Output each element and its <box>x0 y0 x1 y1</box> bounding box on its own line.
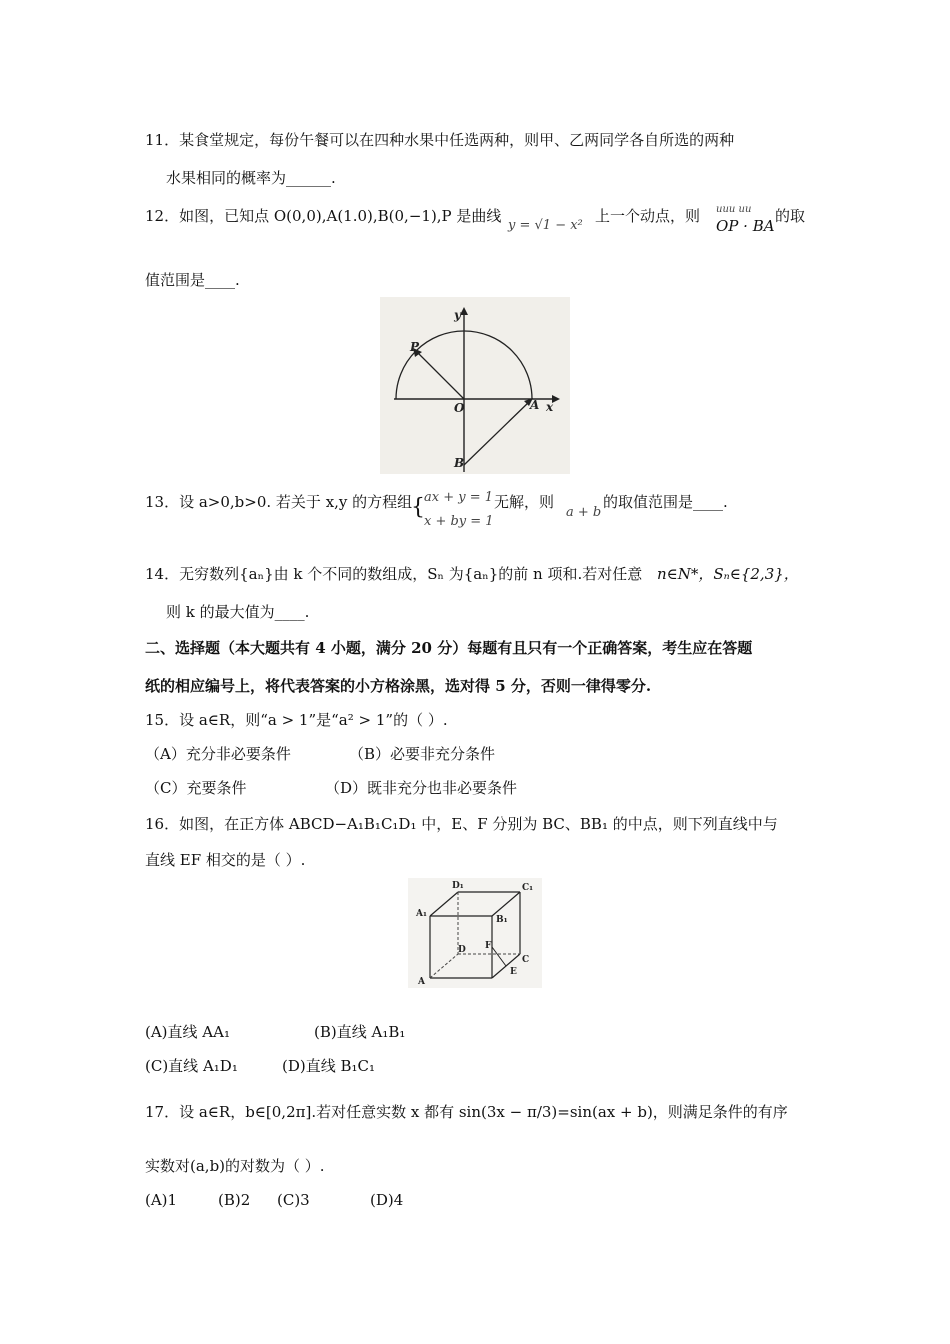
q15-stem: 15．设 a∈R，则“a > 1”是“a² > 1”的（ ）. <box>145 711 448 729</box>
label-a: A <box>418 977 425 987</box>
q13-tail: 的取值范围是____. <box>603 493 728 511</box>
q17-line2: 实数对(a,b)的对数为（ ）. <box>145 1157 325 1175</box>
q15-option-a: （A）充分非必要条件 <box>145 745 291 763</box>
q16-option-d: (D)直线 B₁C₁ <box>282 1057 376 1075</box>
q15-option-b: （B）必要非充分条件 <box>349 745 496 763</box>
q15-option-d: （D）既非充分也非必要条件 <box>325 779 518 797</box>
q17-option-a: (A)1 <box>145 1191 178 1209</box>
q15-option-c: （C）充要条件 <box>145 779 247 797</box>
q13-eq1: ax + y = 1 <box>424 490 494 505</box>
q12-vec-arrows: uuu uu <box>716 204 752 215</box>
q16-line2: 直线 EF 相交的是（ ）. <box>145 851 306 869</box>
figure-background <box>380 297 570 474</box>
q12-curve: y = √1 − x² <box>508 218 583 233</box>
label-d: D <box>458 945 466 955</box>
label-e: E <box>510 967 517 977</box>
label-c: C <box>522 955 530 965</box>
q17-option-c: (C)3 <box>277 1191 310 1209</box>
label-b: B <box>454 456 465 470</box>
q13-eq2: x + by = 1 <box>424 514 494 529</box>
label-x: x <box>546 400 554 414</box>
label-o: O <box>454 401 465 415</box>
label-f: F <box>485 941 492 951</box>
q14-condition: n∈N*，Sₙ∈{2,3}， <box>657 565 799 583</box>
q12-line2: 值范围是____. <box>145 271 240 289</box>
q14-line2: 则 k 的最大值为____. <box>166 603 310 621</box>
q12-line1: 12．如图，已知点 O(0,0),A(1.0),B(0,−1),P 是曲线 <box>145 207 502 225</box>
q17-line1: 17．设 a∈R，b∈[0,2π].若对任意实数 x 都有 sin(3x − π/3)=sin(ax + b)，则满足条件的有序 <box>145 1103 788 1121</box>
label-a1: A₁ <box>416 909 427 919</box>
q16-option-b: (B)直线 A₁B₁ <box>314 1023 406 1041</box>
q13-mid: 无解，则 <box>494 493 555 511</box>
label-p: P <box>410 340 420 354</box>
q13-brace: { <box>411 495 425 520</box>
q17-option-b: (B)2 <box>218 1191 251 1209</box>
q16-option-a: (A)直线 AA₁ <box>145 1023 230 1041</box>
label-c1: C₁ <box>522 883 534 893</box>
figure-background <box>408 878 542 988</box>
q12-vector-expr: OP · BA <box>716 217 775 235</box>
q12-figure <box>380 297 570 474</box>
label-d1: D₁ <box>452 881 464 891</box>
section2-line1: 二、选择题（本大题共有 4 小题，满分 20 分）每题有且只有一个正确答案，考生应在答题 <box>145 639 753 657</box>
q12-mid: 上一个动点，则 <box>595 207 701 225</box>
label-b1: B₁ <box>496 915 508 925</box>
label-a: A <box>530 398 540 412</box>
label-y: y <box>454 308 461 322</box>
q11-line2: 水果相同的概率为______. <box>166 169 336 187</box>
q11-line1: 11．某食堂规定，每份午餐可以在四种水果中任选两种，则甲、乙两同学各自所选的两种 <box>145 131 735 149</box>
section2-line2: 纸的相应编号上，将代表答案的小方格涂黑，选对得 5 分，否则一律得零分. <box>145 677 652 695</box>
q12-tail: 的取 <box>775 207 806 225</box>
q16-option-c: (C)直线 A₁D₁ <box>145 1057 238 1075</box>
q17-option-d: (D)4 <box>370 1191 404 1209</box>
q16-cube-figure <box>408 878 542 988</box>
q13-expr: a + b <box>566 505 602 520</box>
q16-line1: 16．如图，在正方体 ABCD−A₁B₁C₁D₁ 中，E、F 分别为 BC、BB₁ 的中点，则下列直线中与 <box>145 815 778 833</box>
q14-head: 14．无穷数列{aₙ}由 k 个不同的数组成，Sₙ 为{aₙ}的前 n 项和.若对任意 <box>145 565 643 583</box>
q13-head: 13．设 a>0,b>0. 若关于 x,y 的方程组 <box>145 493 413 511</box>
